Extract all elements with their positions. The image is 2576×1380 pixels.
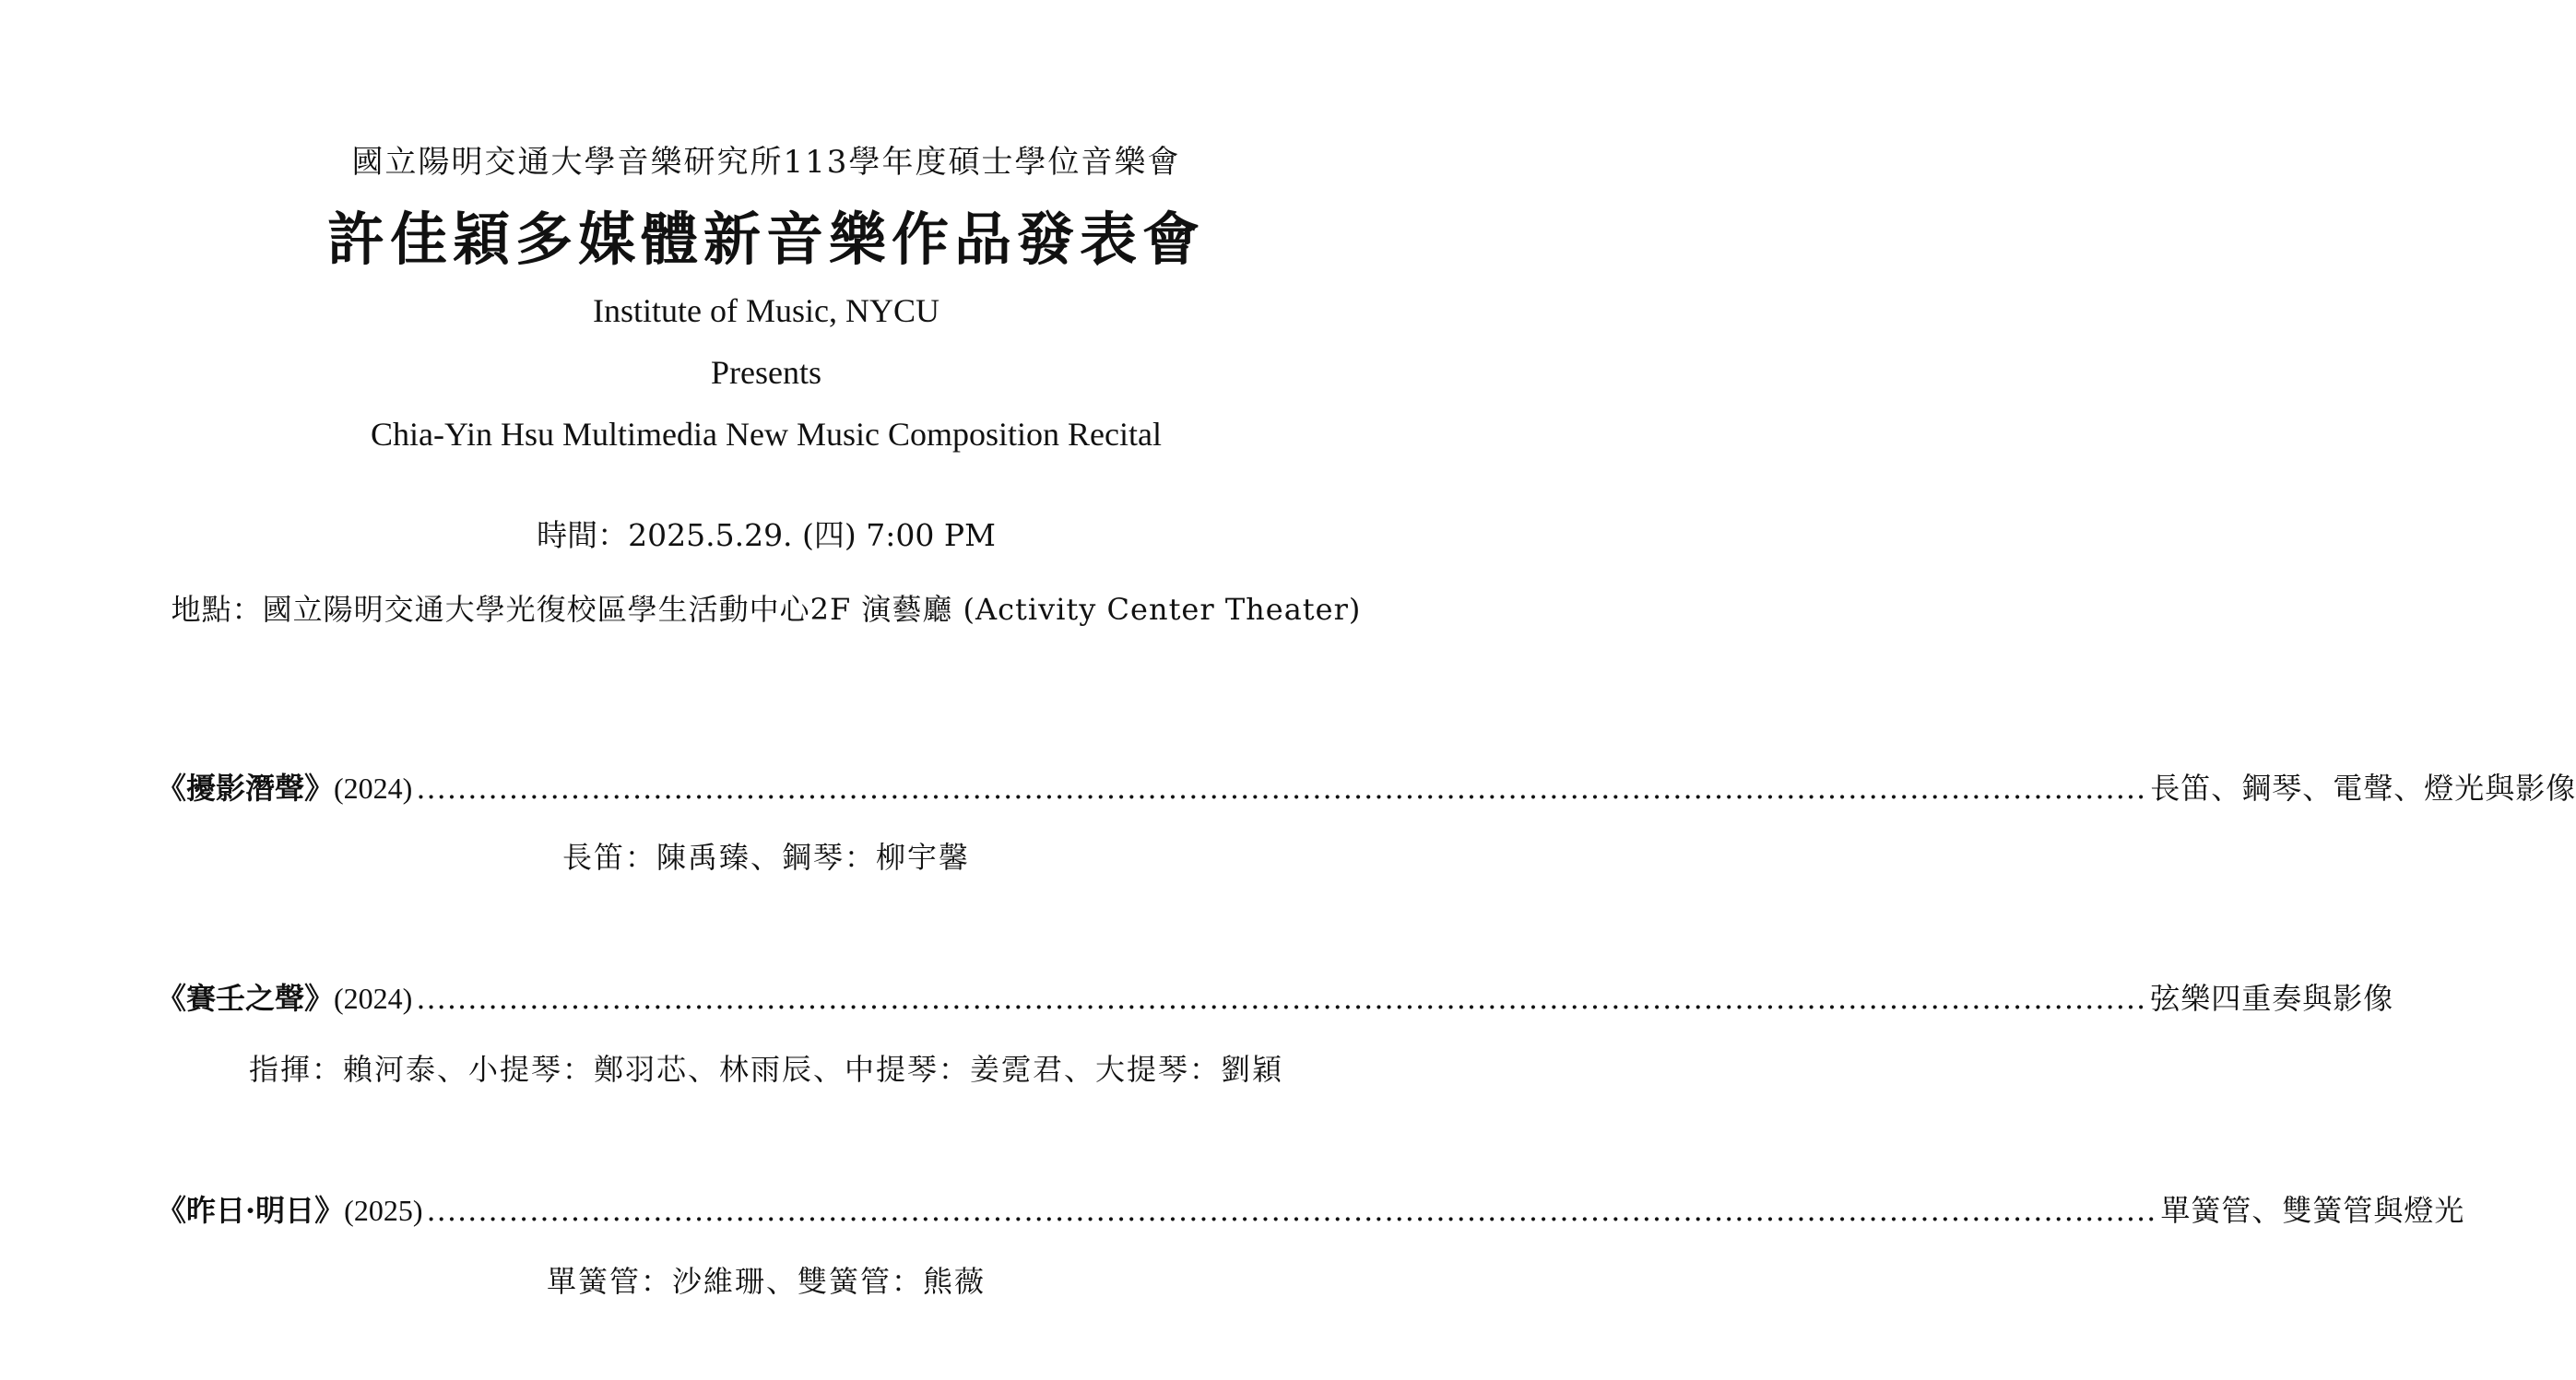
concert-time: 時間：2025.5.29. (四) 7:00 PM [537, 517, 996, 553]
work-year: (2025) [344, 1194, 423, 1227]
recital-name: Chia-Yin Hsu Multimedia New Music Composition Recital [371, 416, 1162, 453]
work-year: (2024) [334, 982, 413, 1015]
work-instrumentation: 弦樂四重奏與影像 [2150, 981, 2394, 1016]
dot-leader: ........................................................................................................................................................................ [426, 1193, 2157, 1228]
work-instrumentation: 長笛、鋼琴、電聲、燈光與影像 [2150, 771, 2576, 806]
dot-leader: ........................................................................................................................................................................ [416, 981, 2147, 1016]
work-performers: 指揮：賴河泰、小提琴：鄭羽芯、林雨辰、中提琴：姜霓君、大提琴：劉穎 [248, 1052, 1283, 1087]
work-performers: 長笛：陳禹臻、鋼琴：柳宇馨 [561, 840, 970, 875]
program-item [157, 975, 2394, 1018]
concert-subtitle: 國立陽明交通大學音樂研究所113學年度碩士學位音樂會 [351, 144, 1181, 181]
work-title: 《賽壬之聲》 [157, 981, 335, 1016]
presents-label: Presents [711, 354, 821, 391]
work-instrumentation: 單簧管、雙簧管與燈光 [2160, 1193, 2465, 1228]
program-item [157, 1187, 2465, 1230]
work-year: (2024) [334, 772, 413, 805]
work-title: 《昨日·明日》 [157, 1193, 345, 1228]
presenter-name: Institute of Music, NYCU [593, 292, 939, 329]
concert-venue: 地點：國立陽明交通大學光復校區學生活動中心2F 演藝廳 (Activity Center Theater) [171, 592, 1362, 627]
concert-title: 許佳穎多媒體新音樂作品發表會 [326, 206, 1205, 273]
work-title: 《擾影潛聲》 [157, 771, 335, 806]
work-performers: 單簧管：沙維珊、雙簧管：熊薇 [546, 1264, 986, 1299]
program-item [157, 765, 2576, 808]
dot-leader: ........................................................................................................................................................................ [416, 771, 2147, 806]
